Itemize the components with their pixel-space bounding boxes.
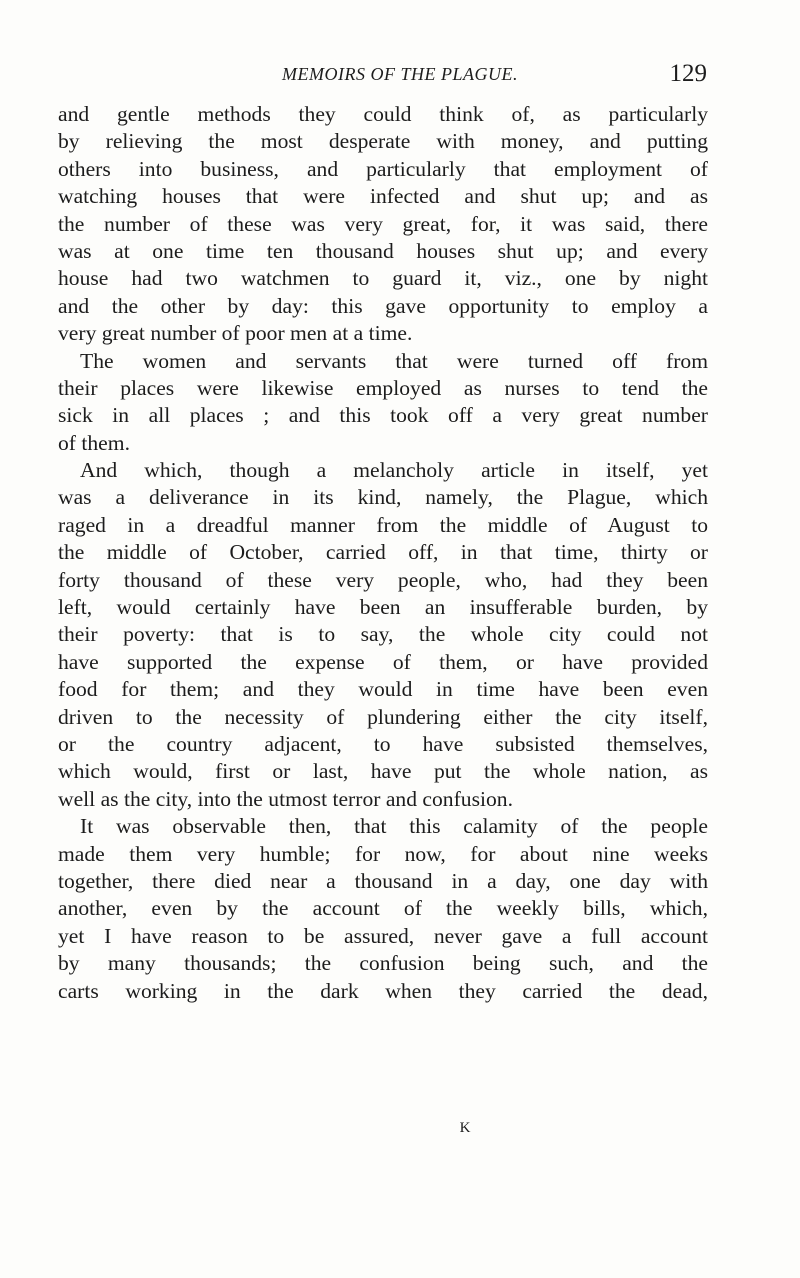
text-line: another, even by the account of the weekly bills, which, [58, 896, 708, 921]
text-line: have supported the expense of them, or have provided [58, 649, 708, 674]
running-title: MEMOIRS OF THE PLAGUE. [282, 64, 518, 84]
text-line: watching houses that were infected and shut up; and as [58, 184, 708, 209]
text-line: by relieving the most desperate with money, and putting [58, 129, 708, 154]
text-line: left, would certainly have been an insufferable burden, by [58, 595, 708, 620]
text-line: was at one time ten thousand houses shut up; and every [58, 238, 708, 263]
text-line: together, there died near a thousand in a day, one day with [58, 868, 708, 893]
text-line: driven to the necessity of plundering either the city itself, [58, 704, 708, 729]
text-line: and the other by day: this gave opportunity to employ a [58, 293, 708, 318]
text-line: food for them; and they would in time have been even [58, 677, 708, 702]
signature-mark: K [459, 1120, 471, 1136]
text-line: yet I have reason to be assured, never gave a full account [58, 923, 708, 948]
text-line: and gentle methods they could think of, as particularly [58, 102, 708, 126]
text-line: very great number of poor men at a time. [58, 321, 413, 346]
text-line: house had two watchmen to guard it, viz., one by night [58, 266, 708, 291]
text-line: the number of these was very great, for, it was said, there [58, 211, 708, 236]
text-line: the middle of October, carried off, in that time, thirty or [58, 540, 708, 565]
text-line: their places were likewise employed as nurses to tend the [58, 375, 708, 400]
text-line: It was observable then, that this calamity of the people [80, 814, 708, 839]
text-line: of them. [58, 430, 130, 455]
text-line: made them very humble; for now, for about nine weeks [58, 841, 708, 866]
text-line: others into business, and particularly that employment of [58, 156, 708, 181]
text-line: carts working in the dark when they carried the dead, [58, 978, 708, 1003]
text-line: raged in a dreadful manner from the middle of August to [58, 512, 708, 537]
text-line: was a deliverance in its kind, namely, the Plague, which [58, 485, 708, 510]
text-line: their poverty: that is to say, the whole city could not [58, 622, 708, 647]
text-line: by many thousands; the confusion being such, and the [58, 951, 708, 976]
page-number: 129 [669, 60, 707, 87]
text-line: sick in all places ; and this took off a very great number [58, 403, 708, 428]
text-line: The women and servants that were turned off from [80, 348, 708, 373]
body-text [58, 101, 708, 1005]
running-head [0, 60, 800, 90]
text-line: which would, first or last, have put the whole nation, as [58, 759, 708, 784]
text-line: well as the city, into the utmost terror and confusion. [58, 786, 513, 811]
text-line: And which, though a melancholy article in itself, yet [80, 458, 708, 483]
text-line: or the country adjacent, to have subsisted themselves, [58, 731, 708, 756]
text-line: forty thousand of these very people, who, had they been [58, 567, 708, 592]
